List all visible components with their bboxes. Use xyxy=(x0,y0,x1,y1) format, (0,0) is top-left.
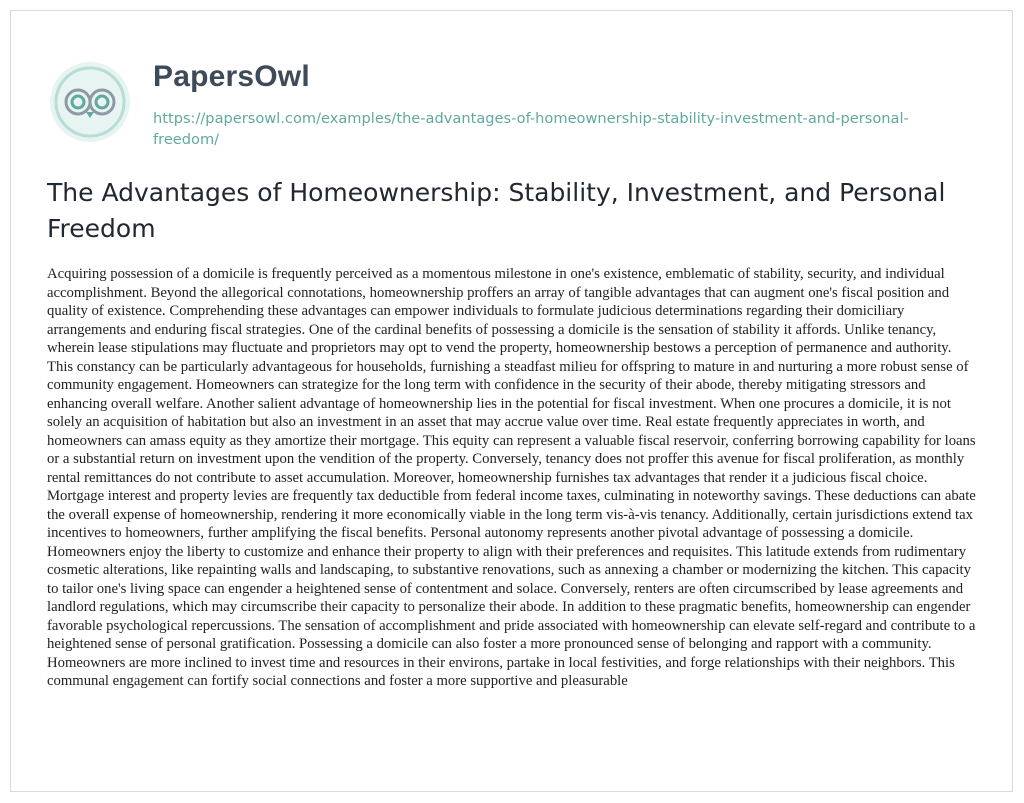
brand-name: PapersOwl xyxy=(153,60,310,93)
document-body: Acquiring possession of a domicile is frequently perceived as a momentous milestone in one's existence, emblematic of stability, security, and individual accomplishment. Beyond the allegorical connotations, homeownership proffers an array of tangible advantages that can augment one's fiscal position and quality of existence. Comprehending these advantages can empower individuals to formulate judicious determinations regarding their domiciliary arrangements and enduring fiscal strategies. One of the cardinal benefits of possessing a domicile is the sensation of stability it affords. Unlike tenancy, wherein lease stipulations may fluctuate and proprietors may opt to vend the property, homeownership bestows a perception of permanence and authority. This constancy can be particularly advantageous for households, furnishing a steadfast milieu for offspring to mature in and nurturing a more robust sense of community engagement. Homeowners can strategize for the long term with confidence in the security of their abode, thereby mitigating stressors and enhancing overall welfare. Another salient advantage of homeownership lies in the potential for fiscal investment. When one procures a domicile, it is not solely an acquisition of habitation but also an investment in an asset that may accrue value over time. Real estate frequently appreciates in worth, and homeowners can amass equity as they amortize their mortgage. This equity can represent a valuable fiscal reservoir, conferring borrowing capability for loans or a substantial return on investment upon the vendition of the property. Conversely, tenancy does not proffer this avenue for fiscal proliferation, as monthly rental remittances do not contribute to asset accumulation. Moreover, homeownership furnishes tax advantages that render it a judicious fiscal choice. Mortgage interest and property levies are frequently tax deductible from federal income taxes, culminating in noteworthy savings. These deductions can abate the overall expense of homeownership, rendering it more economically viable in the long term vis-à-vis tenancy. Additionally, certain jurisdictions extend tax incentives to homeowners, further amplifying the fiscal benefits. Personal autonomy represents another pivotal advantage of possessing a domicile. Homeowners enjoy the liberty to customize and enhance their property to align with their preferences and requisites. This latitude extends from rudimentary cosmetic alterations, like repainting walls and landscaping, to substantive renovations, such as annexing a chamber or modernizing the kitchen. This capacity to tailor one's living space can engender a heightened sense of contentment and solace. Conversely, renters are often circumscribed by lease agreements and landlord regulations, which may circumscribe their capacity to personalize their abode. In addition to these pragmatic benefits, homeownership can engender favorable psychological repercussions. The sensation of accomplishment and pride associated with homeownership can elevate self-regard and contribute to a heightened sense of personal gratification. Possessing a domicile can also foster a more pronounced sense of belonging and rapport with a community. Homeowners are more inclined to invest time and resources in their environs, partake in local festivities, and forge relationships with their neighbors. This communal engagement can fortify social connections and foster a more supportive and pleasurable xyxy=(47,266,976,689)
source-url-link[interactable]: https://papersowl.com/examples/the-advantages-of-homeownership-stability-investment-and-personal-freedom/ xyxy=(153,110,909,148)
owl-logo-icon xyxy=(48,60,132,144)
page-title: The Advantages of Homeownership: Stability, Investment, and Personal Freedom xyxy=(47,178,946,243)
